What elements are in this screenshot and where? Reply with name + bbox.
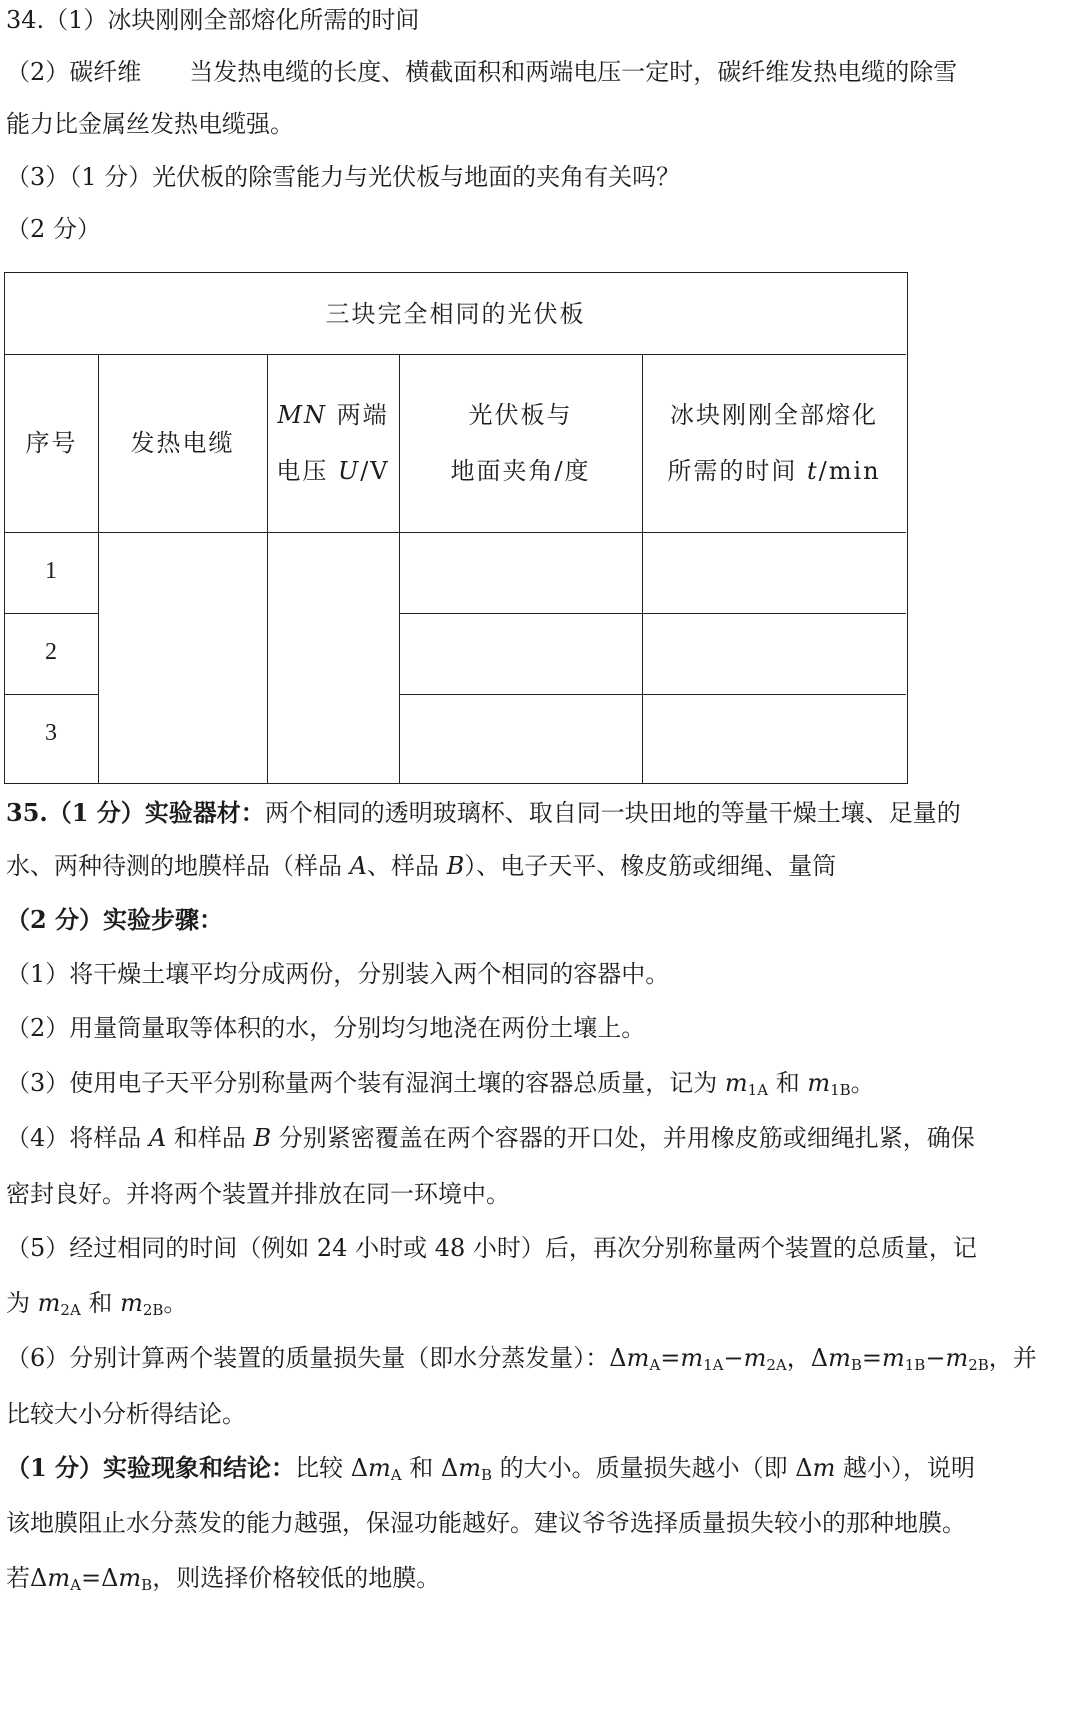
q35-step-4-line-2: 密封良好。并将两个装置并排放在同一环境中。 [6,1180,510,1208]
q34-line-2: （2）碳纤维 当发热电缆的长度、横截面积和两端电压一定时，碳纤维发热电缆的除雪 [6,58,958,86]
q35-steps-label: （2 分）实验步骤： [6,905,224,934]
header-cable: 发热电缆 [130,429,235,457]
q35-conclusion: （1 分）实验现象和结论：比较 $\Delta m_A$ 和 $\Delta m_B$ 的大小。质量损失越小（即 Δm 越小），说明 [6,1453,976,1484]
q35-materials-line-1: 35.（1 分）实验器材：两个相同的透明玻璃杯、取自同一块田地的等量干燥土壤、足量的 [6,798,961,827]
q35-materials-line-2: 水、两种待测的地膜样品（样品 A、样品 B）、电子天平、橡皮筋或细绳、量筒 [6,852,837,880]
table-rule [5,532,906,533]
row-number: 3 [45,720,57,746]
row-number: 1 [45,558,57,584]
header-index: 序号 [25,429,78,457]
q34-line-3: 能力比金属丝发热电缆强。 [6,110,294,138]
q34-line-1: 34.（1）冰块刚刚全部熔化所需的时间 [6,6,420,34]
q35-step-6: （6）分别计算两个装置的质量损失量（即水分蒸发量）：$\Delta m_A=m_{1A}-m_{2A}$，$\Delta m_B=m_{1B}-m_{2B}$，并 [6,1344,1037,1374]
q35-step-4: （4）将样品 A 和样品 B 分别紧密覆盖在两个容器的开口处，并用橡皮筋或细绳扎紧，确保 [6,1124,975,1152]
q35-step-5-line-2: 为 $m_{2A}$ 和 $m_{2B}$。 [6,1289,188,1319]
experiment-table [4,272,908,784]
q35-step-1: （1）将干燥土壤平均分成两份，分别装入两个相同的容器中。 [6,960,670,988]
table-rule [5,694,99,695]
q34-line-4: （3）（1 分）光伏板的除雪能力与光伏板与地面的夹角有关吗？ [6,163,681,191]
row-number: 2 [45,639,57,665]
q34-line-5: （2 分） [6,215,101,243]
table-rule [400,613,906,614]
header-voltage: MN 两端 电压 U/V [276,401,390,485]
table-rule [5,613,99,614]
table-title: 三块完全相同的光伏板 [325,299,586,328]
q35-conclusion-line-3: 若$\Delta m_A=\Delta m_B$，则选择价格较低的地膜。 [6,1564,441,1594]
q35-step-5: （5）经过相同的时间（例如 24 小时或 48 小时）后，再次分别称量两个装置的总质量，记 [6,1234,977,1262]
header-angle: 光伏板与 地面夹角/度 [450,401,591,485]
table-rule [400,694,906,695]
q35-step-3: （3）使用电子天平分别称量两个装有湿润土壤的容器总质量，记为 $m_{1A}$ 和 $m_{1B}$。 [6,1069,875,1099]
q35-step-2: （2）用量筒量取等体积的水，分别均匀地浇在两份土壤上。 [6,1014,646,1042]
q35-step-6-line-2: 比较大小分析得结论。 [6,1400,246,1428]
header-time: 冰块刚刚全部熔化 所需的时间 t/min [667,401,881,485]
q35-conclusion-line-2: 该地膜阻止水分蒸发的能力越强，保湿功能越好。建议爷爷选择质量损失较小的那种地膜。 [6,1509,966,1537]
